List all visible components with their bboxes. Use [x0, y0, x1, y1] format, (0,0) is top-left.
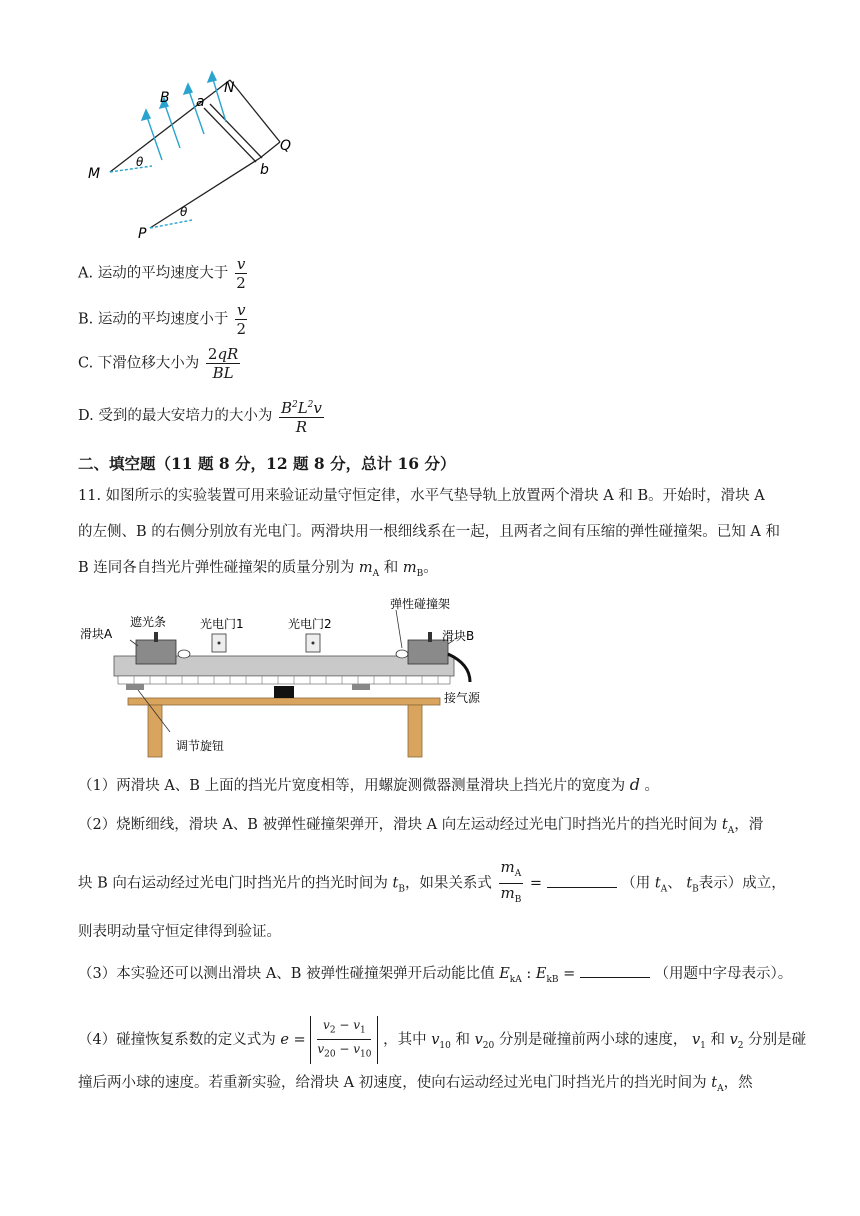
q11-part-4-line-2: 撞后两小球的速度。若重新实验，给滑块 A 初速度，使向右运动经过光电门时挡光片的挡光时间为 $t_A$，然 — [78, 1075, 753, 1094]
q11-part-3: （3）本实验还可以测出滑块 A、B 被弹性碰撞架弹开后动能比值 $E_{kA}$ : $E_{kB}$ = （用题中字母表示）。 — [78, 963, 792, 990]
label-b: b — [260, 162, 269, 178]
fraction-max-force: $\frac{B^2L^2v}{R}$ — [279, 396, 324, 436]
q11-part-2-line-3: 则表明动量守恒定律得到验证。 — [78, 924, 281, 940]
label-slider-a: 滑块A — [80, 627, 113, 641]
q11-part-1: （1）两滑块 A、B 上面的挡光片宽度相等，用螺旋测微器测量滑块上挡光片的宽度为 d 。 — [78, 775, 660, 794]
q11-part-2-line-1: （2）烧断细线，滑块 A、B 被弹性碰撞架弹开，滑块 A 向左运动经过光电门时挡光片的挡光时间为 $t_A$，滑 — [78, 817, 764, 836]
label-shade: 遮光条 — [130, 615, 167, 629]
option-c: C. 下滑位移大小为 $\frac{2qR}{BL}$ — [78, 345, 239, 382]
fraction-2qR-over-BL: $\frac{2qR}{BL}$ — [207, 345, 239, 382]
q11-part-2-line-2: 块 B 向右运动经过光电门时挡光片的挡光时间为 $t_B$，如果关系式 $\frac{m_A}{m_B}$ = （用 $t_A$、 $t_B$表示）成立， — [78, 858, 786, 909]
label-air-source: 接气源 — [444, 691, 481, 705]
option-b: B. 运动的平均速度小于 $\frac{v}{2}$ — [78, 301, 246, 338]
rail-figure — [80, 70, 310, 245]
label-N: N — [224, 80, 235, 96]
q11-part-4-line-1: （4）碰撞恢复系数的定义式为 e = $\frac{v_2 - v_1}{v_{20} - v_{10}}$ ，其中 $v_{10}$ 和 $v_{20}$ 分别是碰撞前两小球的速度， $v_1$ 和 $v_2$ 分别是碰 — [78, 1016, 806, 1064]
option-d: D. 受到的最大安培力的大小为 $\frac{B^2L^2v}{R}$ — [78, 396, 326, 436]
label-gate-1: 光电门1 — [200, 617, 244, 631]
label-bumper: 弹性碰撞架 — [390, 597, 451, 611]
label-P: P — [138, 226, 147, 242]
label-gate-2: 光电门2 — [288, 617, 332, 631]
answer-blank-3[interactable] — [580, 963, 650, 978]
q11-intro: 11. 如图所示的实验装置可用来验证动量守恒定律，水平气垫导轨上放置两个滑块 A 和 B。开始时，滑块 A 的左侧、B 的右侧分别放有光电门。两滑块用一根细线系在一起，且两者之间有压缩的弹性碰撞架。已知 A 和 B 连同各自挡光片弹性碰撞架的质量分别为 $m_A$ 和 $m_B$。 — [78, 488, 780, 579]
label-a: a — [196, 94, 205, 110]
label-knob: 调节旋钮 — [176, 739, 225, 753]
fraction-v-over-2: $\frac{v}{2}$ — [236, 255, 246, 292]
air-track-figure — [78, 592, 498, 764]
label-B: B — [160, 90, 170, 106]
recovery-coefficient-formula: $\frac{v_2 - v_1}{v_{20} - v_{10}}$ — [310, 1016, 378, 1064]
label-theta-2: θ — [180, 205, 188, 219]
option-a: A. 运动的平均速度大于 $\frac{v}{2}$ — [78, 255, 246, 292]
fraction-mass-ratio: $\frac{m_A}{m_B}$ — [500, 858, 522, 905]
section-title: 二、填空题（11 题 8 分，12 题 8 分，总计 16 分） — [78, 454, 456, 473]
label-theta-1: θ — [136, 155, 144, 169]
label-M: M — [88, 166, 101, 182]
label-Q: Q — [280, 138, 292, 154]
answer-blank-2[interactable] — [547, 873, 617, 888]
label-slider-b: 滑块B — [442, 629, 475, 643]
fraction-v-over-2: $\frac{v}{2}$ — [236, 301, 246, 338]
